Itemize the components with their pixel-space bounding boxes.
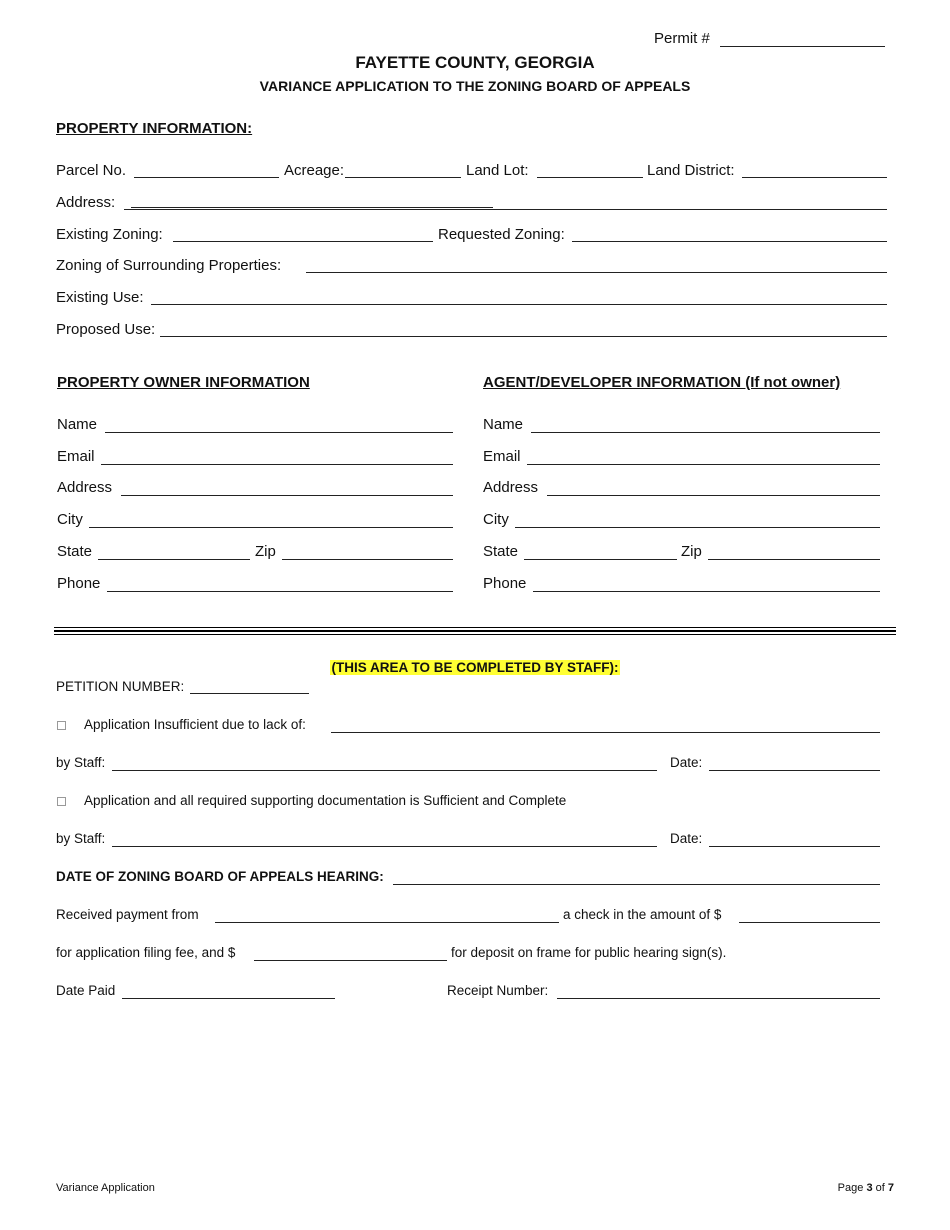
agent-name-field[interactable]: [531, 432, 880, 433]
receipt-number-label: Receipt Number:: [447, 983, 549, 998]
agent-address-label: Address: [483, 479, 539, 496]
sufficient-label: Application and all required supporting documentation is Sufficient and Complete: [84, 793, 567, 808]
parcel-label: Parcel No.: [56, 162, 127, 179]
insufficient-label: Application Insufficient due to lack of:: [84, 717, 306, 732]
agent-address-field[interactable]: [547, 495, 880, 496]
address-label: Address:: [56, 194, 116, 211]
owner-city-field[interactable]: [89, 527, 453, 528]
footer-doc-name: Variance Application: [56, 1182, 155, 1194]
date-field-1[interactable]: [709, 770, 880, 771]
acreage-label: Acreage:: [284, 162, 345, 179]
owner-email-field[interactable]: [101, 464, 453, 465]
by-staff-label-1: by Staff:: [56, 755, 106, 770]
surrounding-zoning-field[interactable]: [306, 272, 887, 273]
petition-number-field[interactable]: [190, 693, 309, 694]
date-label-2: Date:: [670, 831, 703, 846]
staff-heading-highlight: (THIS AREA TO BE COMPLETED BY STAFF):: [331, 660, 619, 675]
address-underline-segment: [131, 207, 493, 208]
by-staff-field-2[interactable]: [112, 846, 657, 847]
owner-address-field[interactable]: [121, 495, 453, 496]
check-amount-label: a check in the amount of $: [563, 907, 722, 922]
sufficient-checkbox[interactable]: [57, 797, 66, 806]
agent-email-field[interactable]: [527, 464, 880, 465]
separator-rule-middle: [54, 630, 896, 632]
agent-name-label: Name: [483, 416, 524, 433]
county-title: FAYETTE COUNTY, GEORGIA: [355, 53, 595, 72]
staff-section-heading: [0, 660, 950, 675]
date-paid-label: Date Paid: [56, 983, 116, 998]
owner-zip-label: Zip: [255, 543, 276, 560]
owner-state-label: State: [57, 543, 93, 560]
land-lot-label: Land Lot:: [466, 162, 529, 179]
requested-zoning-label: Requested Zoning:: [438, 226, 565, 243]
acreage-field[interactable]: [345, 177, 461, 178]
footer-page-number: [838, 1182, 894, 1194]
date-label-1: Date:: [670, 755, 703, 770]
address-field[interactable]: [124, 209, 887, 210]
page-total: 7: [887, 1182, 894, 1194]
payment-from-field[interactable]: [215, 922, 559, 923]
agent-state-field[interactable]: [524, 559, 677, 560]
date-paid-field[interactable]: [122, 998, 335, 999]
agent-zip-field[interactable]: [708, 559, 880, 560]
sign-deposit-label: for deposit on frame for public hearing sign(s).: [451, 945, 727, 960]
proposed-use-field[interactable]: [160, 336, 887, 337]
insufficient-reason-field[interactable]: [331, 732, 880, 733]
permit-number-field[interactable]: [720, 46, 885, 47]
date-field-2[interactable]: [709, 846, 880, 847]
existing-zoning-field[interactable]: [173, 241, 433, 242]
proposed-use-label: Proposed Use:: [56, 321, 156, 338]
sign-deposit-field[interactable]: [254, 960, 447, 961]
land-lot-field[interactable]: [537, 177, 643, 178]
page-of: of: [875, 1182, 885, 1194]
parcel-field[interactable]: [134, 177, 279, 178]
owner-name-field[interactable]: [105, 432, 453, 433]
owner-info-heading: PROPERTY OWNER INFORMATION: [57, 374, 310, 391]
owner-phone-label: Phone: [57, 575, 101, 592]
land-district-field[interactable]: [742, 177, 887, 178]
owner-address-label: Address: [57, 479, 113, 496]
existing-use-field[interactable]: [151, 304, 887, 305]
owner-city-label: City: [57, 511, 83, 528]
petition-number-label: PETITION NUMBER:: [56, 679, 185, 694]
agent-city-label: City: [483, 511, 509, 528]
form-subtitle: VARIANCE APPLICATION TO THE ZONING BOARD OF APPEALS: [259, 78, 691, 94]
existing-zoning-label: Existing Zoning:: [56, 226, 163, 243]
existing-use-label: Existing Use:: [56, 289, 144, 306]
hearing-date-label: DATE OF ZONING BOARD OF APPEALS HEARING:: [56, 869, 384, 884]
separator-rule-top: [54, 627, 896, 628]
agent-info-heading: AGENT/DEVELOPER INFORMATION (If not owner): [483, 374, 841, 391]
land-district-label: Land District:: [647, 162, 735, 179]
agent-zip-label: Zip: [681, 543, 702, 560]
separator-rule-bottom: [54, 634, 896, 635]
page-word: Page: [837, 1182, 864, 1194]
owner-email-label: Email: [57, 448, 95, 465]
permit-label: Permit #: [654, 30, 710, 47]
owner-name-label: Name: [57, 416, 98, 433]
received-payment-label: Received payment from: [56, 907, 199, 922]
check-amount-field[interactable]: [739, 922, 880, 923]
owner-phone-field[interactable]: [107, 591, 453, 592]
filing-fee-label: for application filing fee, and $: [56, 945, 236, 960]
surrounding-zoning-label: Zoning of Surrounding Properties:: [56, 257, 282, 274]
by-staff-field-1[interactable]: [112, 770, 657, 771]
page-current: 3: [866, 1182, 873, 1194]
agent-phone-field[interactable]: [533, 591, 880, 592]
insufficient-checkbox[interactable]: [57, 721, 66, 730]
requested-zoning-field[interactable]: [572, 241, 887, 242]
agent-phone-label: Phone: [483, 575, 527, 592]
agent-email-label: Email: [483, 448, 521, 465]
receipt-number-field[interactable]: [557, 998, 880, 999]
owner-zip-field[interactable]: [282, 559, 453, 560]
hearing-date-field[interactable]: [393, 884, 880, 885]
by-staff-label-2: by Staff:: [56, 831, 106, 846]
agent-city-field[interactable]: [515, 527, 880, 528]
agent-state-label: State: [483, 543, 519, 560]
owner-state-field[interactable]: [98, 559, 250, 560]
property-info-heading: PROPERTY INFORMATION:: [56, 120, 253, 137]
